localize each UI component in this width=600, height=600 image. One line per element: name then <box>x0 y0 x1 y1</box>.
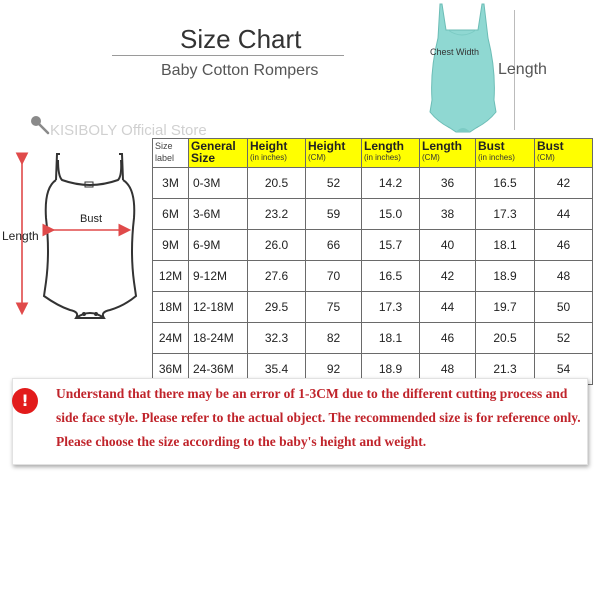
table-cell: 6M <box>153 199 189 230</box>
table-cell: 44 <box>420 292 476 323</box>
table-cell: 46 <box>420 323 476 354</box>
table-cell: 17.3 <box>476 199 535 230</box>
header-cell: Height (in inches) <box>248 139 306 168</box>
table-cell: 12M <box>153 261 189 292</box>
header-cell: Length (CM) <box>420 139 476 168</box>
table-header-row <box>153 139 593 168</box>
header-cell: Bust (CM) <box>535 139 593 168</box>
store-watermark: KISIBOLY Official Store <box>50 122 207 139</box>
table-cell: 19.7 <box>476 292 535 323</box>
diagram-bust-label: Bust <box>80 213 103 225</box>
table-cell: 14.2 <box>362 168 420 199</box>
table-cell: 32.3 <box>248 323 306 354</box>
table-cell: 15.0 <box>362 199 420 230</box>
table-cell: 18.1 <box>476 230 535 261</box>
table-cell: 9M <box>153 230 189 261</box>
title-divider <box>112 55 344 56</box>
table-row <box>153 168 593 199</box>
header-cell: General Size <box>189 139 248 168</box>
table-cell: 54 <box>535 354 593 385</box>
table-cell: 26.0 <box>248 230 306 261</box>
table-cell: 50 <box>535 292 593 323</box>
table-cell: 75 <box>306 292 362 323</box>
table-cell: 23.2 <box>248 199 306 230</box>
table-cell: 35.4 <box>248 354 306 385</box>
table-cell: 18M <box>153 292 189 323</box>
header-cell: Length (in inches) <box>362 139 420 168</box>
page-subtitle: Baby Cotton Rompers <box>161 62 319 79</box>
table-cell: 18.9 <box>362 354 420 385</box>
table-row <box>153 261 593 292</box>
table-cell: 24M <box>153 323 189 354</box>
table-row <box>153 292 593 323</box>
table-cell: 29.5 <box>248 292 306 323</box>
header-cell: Bust (in inches) <box>476 139 535 168</box>
table-cell: 18.1 <box>362 323 420 354</box>
table-cell: 48 <box>535 261 593 292</box>
table-cell: 9-12M <box>189 261 248 292</box>
table-cell: 24-36M <box>189 354 248 385</box>
chest-width-label: Chest Width <box>430 47 480 57</box>
table-cell: 16.5 <box>476 168 535 199</box>
table-cell: 70 <box>306 261 362 292</box>
table-cell: 48 <box>420 354 476 385</box>
diagram-length-label: Length <box>2 229 39 243</box>
table-cell: 82 <box>306 323 362 354</box>
table-cell: 21.3 <box>476 354 535 385</box>
table-cell: 27.6 <box>248 261 306 292</box>
table-cell: 18-24M <box>189 323 248 354</box>
table-cell: 59 <box>306 199 362 230</box>
size-table <box>152 138 593 385</box>
page-title: Size Chart <box>180 24 302 54</box>
table-cell: 92 <box>306 354 362 385</box>
table-row <box>153 199 593 230</box>
disclaimer-text: Understand that there may be an error of 1-3CM due to the different cutting process and side face style. Please refer to the actual object. The recommended size is for reference only. Please choose the size according to the baby's height and weight. <box>56 386 581 449</box>
table-cell: 20.5 <box>248 168 306 199</box>
table-cell: 15.7 <box>362 230 420 261</box>
table-cell: 42 <box>535 168 593 199</box>
table-cell: 40 <box>420 230 476 261</box>
length-label: Length <box>498 61 547 78</box>
table-cell: 6-9M <box>189 230 248 261</box>
table-cell: 16.5 <box>362 261 420 292</box>
table-cell: 36 <box>420 168 476 199</box>
table-cell: 20.5 <box>476 323 535 354</box>
table-row <box>153 323 593 354</box>
table-cell: 0-3M <box>189 168 248 199</box>
table-cell: 12-18M <box>189 292 248 323</box>
table-cell: 36M <box>153 354 189 385</box>
table-cell: 66 <box>306 230 362 261</box>
table-cell: 52 <box>306 168 362 199</box>
table-cell: 17.3 <box>362 292 420 323</box>
table-cell: 3-6M <box>189 199 248 230</box>
pushpin-icon <box>28 114 50 136</box>
header-cell: Size label <box>153 139 189 168</box>
table-cell: 46 <box>535 230 593 261</box>
table-cell: 52 <box>535 323 593 354</box>
table-cell: 44 <box>535 199 593 230</box>
table-row <box>153 230 593 261</box>
table-cell: 3M <box>153 168 189 199</box>
table-cell: 42 <box>420 261 476 292</box>
header-cell: Height (CM) <box>306 139 362 168</box>
table-cell: 18.9 <box>476 261 535 292</box>
exclamation-icon: ! <box>12 388 38 414</box>
table-cell: 38 <box>420 199 476 230</box>
romper-photo <box>418 0 508 135</box>
